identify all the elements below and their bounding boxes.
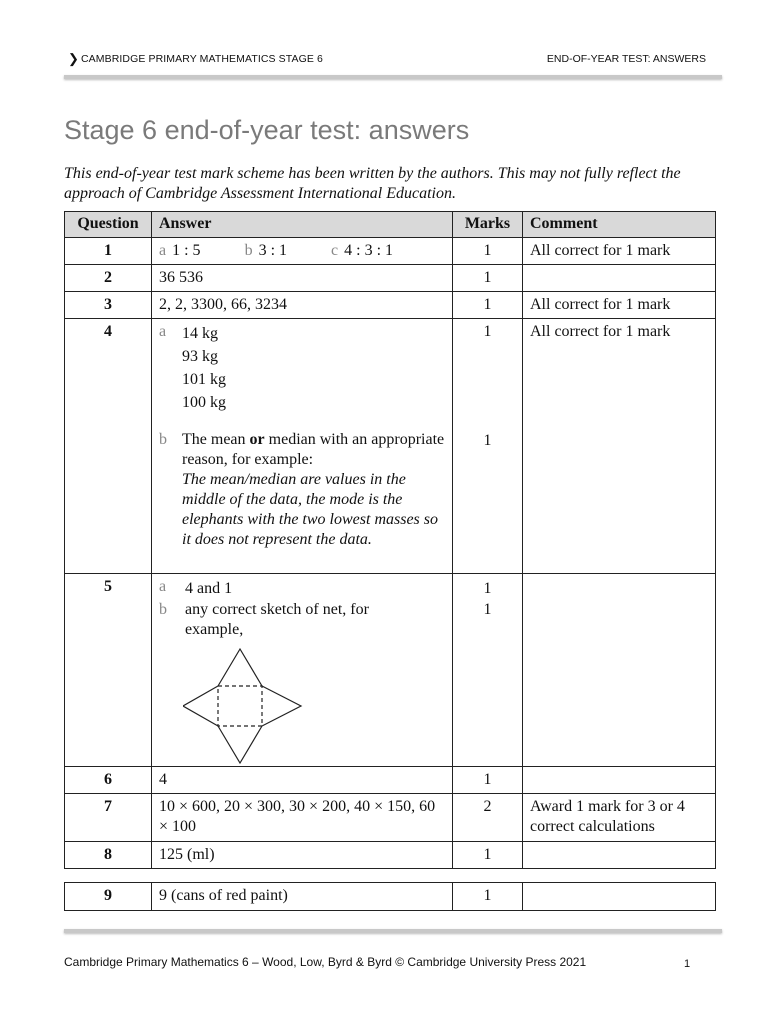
comment-cell [523,574,716,767]
answers-table [64,211,716,869]
header-series-title: CAMBRIDGE PRIMARY MATHEMATICS STAGE 6 [81,53,323,65]
table-header-row [65,212,716,238]
question-number: 4 [65,319,152,574]
answer-line: 93 kg [182,348,218,365]
answer-cell: 10 × 600, 20 × 300, 30 × 200, 40 × 150, 60 × 100 [152,794,453,842]
question-number: 6 [65,767,152,794]
answer-line: 14 kg [182,325,218,342]
table-row [65,794,716,842]
table-row [65,238,716,265]
part-letter: b [159,601,167,618]
marks-cell: 2 [453,794,523,842]
col-header-comment: Comment [523,212,716,238]
footer-credit: Cambridge Primary Mathematics 6 – Wood, Low, Byrd & Byrd © Cambridge University Press 2021 [64,955,587,969]
table-row [65,292,716,319]
marks-cell: 1 [453,292,523,319]
part-letter: a [159,578,167,595]
comment-cell [523,883,716,911]
answer-part-c: 4 : 3 : 1 [344,242,394,259]
comment-cell: All correct for 1 mark [523,319,716,574]
marks-cell: 1 [453,265,523,292]
col-header-answer: Answer [152,212,453,238]
answer-cell: 9 (cans of red paint) [152,883,453,911]
part-letter: b [244,242,253,259]
footer-rule [64,929,722,933]
net-triangle-top [218,649,262,686]
net-triangle-left [183,686,218,726]
answer-line: 100 kg [182,394,226,411]
marks-cell: 1 [453,842,523,869]
answer-part-a: 1 : 5 [172,242,201,259]
answer-cell [152,238,453,265]
header-rule [64,75,722,79]
table-row [65,842,716,869]
answer-part-b: any correct sketch of net, for example, [185,601,369,638]
running-header [64,52,708,68]
example-answer: The mean/median are values in the middle of the data, the mode is the elephants with the two lowest masses so it does not represent the data. [182,471,438,548]
answer-emphasis: or [249,431,265,448]
table-row [65,265,716,292]
answer-cell: 2, 2, 3300, 66, 3234 [152,292,453,319]
answer-cell: 4 [152,767,453,794]
marks-cell [453,574,523,767]
comment-cell [523,265,716,292]
comment-cell [523,842,716,869]
comment-cell: All correct for 1 mark [523,238,716,265]
question-number: 5 [65,574,152,767]
square-pyramid-net-diagram [183,646,313,766]
chevron-right-icon: ❯ [68,51,79,66]
part-letter: b [159,431,167,448]
marks-cell: 1 [453,238,523,265]
marks-part-b: 1 [483,601,492,618]
question-number: 3 [65,292,152,319]
question-number: 9 [65,883,152,911]
page-number: 1 [684,958,691,970]
col-header-question: Question [65,212,152,238]
net-triangle-right [262,686,301,726]
answers-table-continued [64,882,716,911]
page-title: Stage 6 end-of-year test: answers [64,115,470,145]
net-triangle-bottom [218,726,262,763]
part-letter: a [159,323,167,340]
marks-part-a: 1 [483,580,492,597]
comment-cell: Award 1 mark for 3 or 4 correct calculations [523,794,716,842]
marks-cell [453,319,523,574]
marks-cell: 1 [453,767,523,794]
col-header-marks: Marks [453,212,523,238]
question-number: 2 [65,265,152,292]
comment-cell: All correct for 1 mark [523,292,716,319]
answer-line: 101 kg [182,371,226,388]
answer-cell [152,319,453,574]
table-row [65,574,716,767]
question-number: 8 [65,842,152,869]
answer-cell: 125 (ml) [152,842,453,869]
comment-cell [523,767,716,794]
marks-cell: 1 [453,883,523,911]
marks-part-b: 1 [483,432,492,449]
table-row [65,319,716,574]
net-square-base [218,686,262,726]
answer-text: The mean [182,431,250,448]
answer-part-a: 4 and 1 [185,580,233,597]
answer-cell: 36 536 [152,265,453,292]
part-letter: a [159,242,167,259]
answer-part-b: 3 : 1 [258,242,288,259]
table-row [65,883,716,911]
question-number: 1 [65,238,152,265]
answer-cell [152,574,453,767]
marks-part-a: 1 [483,323,492,340]
table-row [65,767,716,794]
answer-part-b [159,430,445,550]
part-letter: c [331,242,339,259]
answer-part-a [159,322,445,414]
header-section-title: END-OF-YEAR TEST: ANSWERS [546,53,706,65]
answer-text: median with an appropriate reason, for example: [182,431,445,468]
question-number: 7 [65,794,152,842]
intro-note: This end-of-year test mark scheme has been written by the authors. This may not fully reflect the approach of Cambridge Assessment International Education. [64,165,681,202]
